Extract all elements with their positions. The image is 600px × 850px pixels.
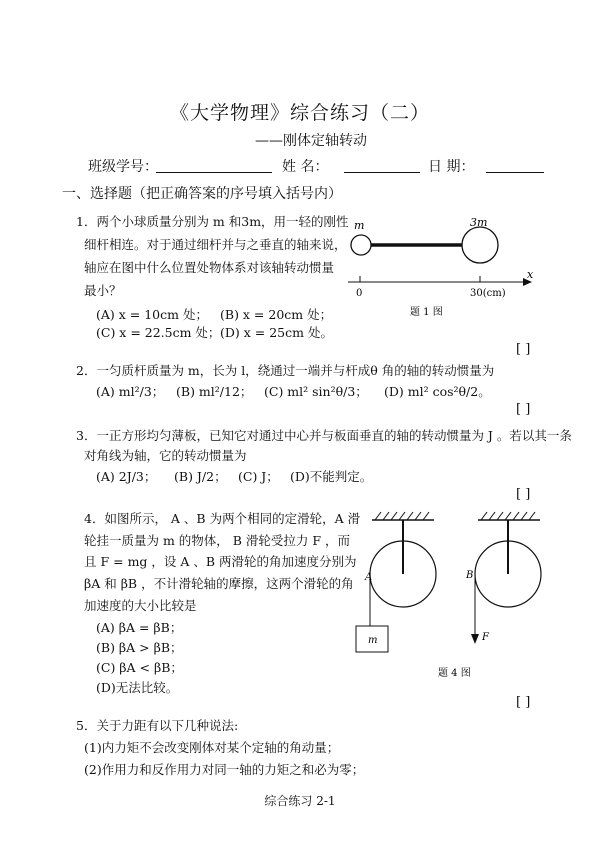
q1-option-b[interactable]: (B) x = 20cm 处； [220,307,333,322]
q1-figure [340,212,540,322]
q4-ceiling-b-hatch [481,512,535,520]
class-id-blank[interactable] [156,172,272,173]
q4-force-label: F [482,632,489,643]
page-footer: 综合练习 2-1 [264,794,336,808]
q1-answer-bracket[interactable]: [ ] [516,342,531,357]
q3-option-a[interactable]: (A) 2J/3； [96,469,157,484]
q1-tick-end-label: 30(cm) [470,288,506,299]
q3-line-2: 对角线为轴，它的转动惯量为 [84,448,247,463]
q5-line-1: 5．关于力距有以下几种说法: [76,718,239,733]
name-blank[interactable] [344,172,420,173]
q1-option-c[interactable]: (C) x = 22.5cm 处； [96,325,221,340]
q1-line-2: 细杆相连。对于通过细杆并与之垂直的轴来说， [84,237,347,252]
q1-large-ball [462,227,498,263]
q4-line-1: 4．如图所示， A 、B 为两个相同的定滑轮，A 滑 [84,511,361,526]
q4-option-a[interactable]: (A) βA = βB； [96,620,183,635]
q4-option-c[interactable]: (C) βA < βB； [96,660,183,675]
q3-option-b[interactable]: (B) J/2； [174,469,227,484]
q4-line-2: 轮挂一质量为 m 的物体， B 滑轮受拉力 F ，而 [84,533,351,548]
q2-option-d[interactable]: (D) ml² cos²θ/2。 [384,384,491,399]
q1-line-1: 1．两个小球质量分别为 m 和3m，用一轻的刚性 [76,214,349,229]
q4-line-4: βA 和 βB ，不计滑轮轴的摩擦，这两个滑轮的角 [84,576,354,591]
q4-figure [350,508,550,688]
q2-text: 2．一匀质杆质量为 m，长为 l，绕通过一端并与杆成θ 角的轴的转动惯量为 [76,363,495,378]
q1-option-d[interactable]: (D) x = 25cm 处。 [220,325,333,340]
q5-line-3: (2)作用力和反作用力对同一轴的力矩之和必为零； [84,762,365,777]
q4-mass-label: m [368,635,378,646]
q5-line-2: (1)内力矩不会改变刚体对某个定轴的角动量； [84,740,340,755]
q4-label-a: A [365,572,373,583]
class-id-label: 班级学号： [88,159,158,175]
date-blank[interactable] [486,172,544,173]
q2-option-a[interactable]: (A) ml²/3； [96,384,165,399]
q4-ceiling-a-hatch [375,512,429,520]
page-title: 《大学物理》综合练习（二） [169,102,430,124]
q1-axis-label: x [527,268,534,281]
q3-option-d[interactable]: (D)不能判定。 [290,469,373,484]
q1-caption: 题 1 图 [410,307,443,318]
q4-force-arrow [471,634,479,644]
q1-line-3: 轴应在图中什么位置处物体系对该轴转动惯量 [84,260,335,275]
q1-mass-right-label: 3m [470,216,488,229]
q4-answer-bracket[interactable]: [ ] [516,695,531,710]
q1-mass-left-label: m [354,219,365,232]
q4-option-d[interactable]: (D)无法比较。 [96,680,179,695]
date-label: 日 期： [428,159,475,175]
q1-tick-zero-label: 0 [356,288,363,299]
q1-small-ball [351,235,371,255]
q4-line-5: 加速度的大小比较是 [84,598,197,613]
q1-line-4: 最小？ [84,283,122,298]
q2-answer-bracket[interactable]: [ ] [516,402,531,417]
name-label: 姓 名： [282,159,329,175]
q1-option-a[interactable]: (A) x = 10cm 处； [96,307,208,322]
q3-option-c[interactable]: (C) J； [238,469,279,484]
q3-answer-bracket[interactable]: [ ] [516,487,531,502]
q4-label-b: B [466,570,474,581]
q3-line-1: 3．一正方形均匀薄板，已知它对通过中心并与板面垂直的轴的转动惯量为 J 。若以其一条 [76,428,572,443]
q4-line-3: 且 F = mg ，设 A 、B 两滑轮的角加速度分别为 [84,554,357,569]
q2-option-c[interactable]: (C) ml² sin²θ/3； [264,384,368,399]
section-title: 一、选择题（把正确答案的序号填入括号内） [62,186,342,202]
page-subtitle: ——刚体定轴转动 [255,133,367,149]
q2-option-b[interactable]: (B) ml²/12； [176,384,253,399]
q4-option-b[interactable]: (B) βA > βB； [96,640,183,655]
q4-caption: 题 4 图 [438,668,471,679]
